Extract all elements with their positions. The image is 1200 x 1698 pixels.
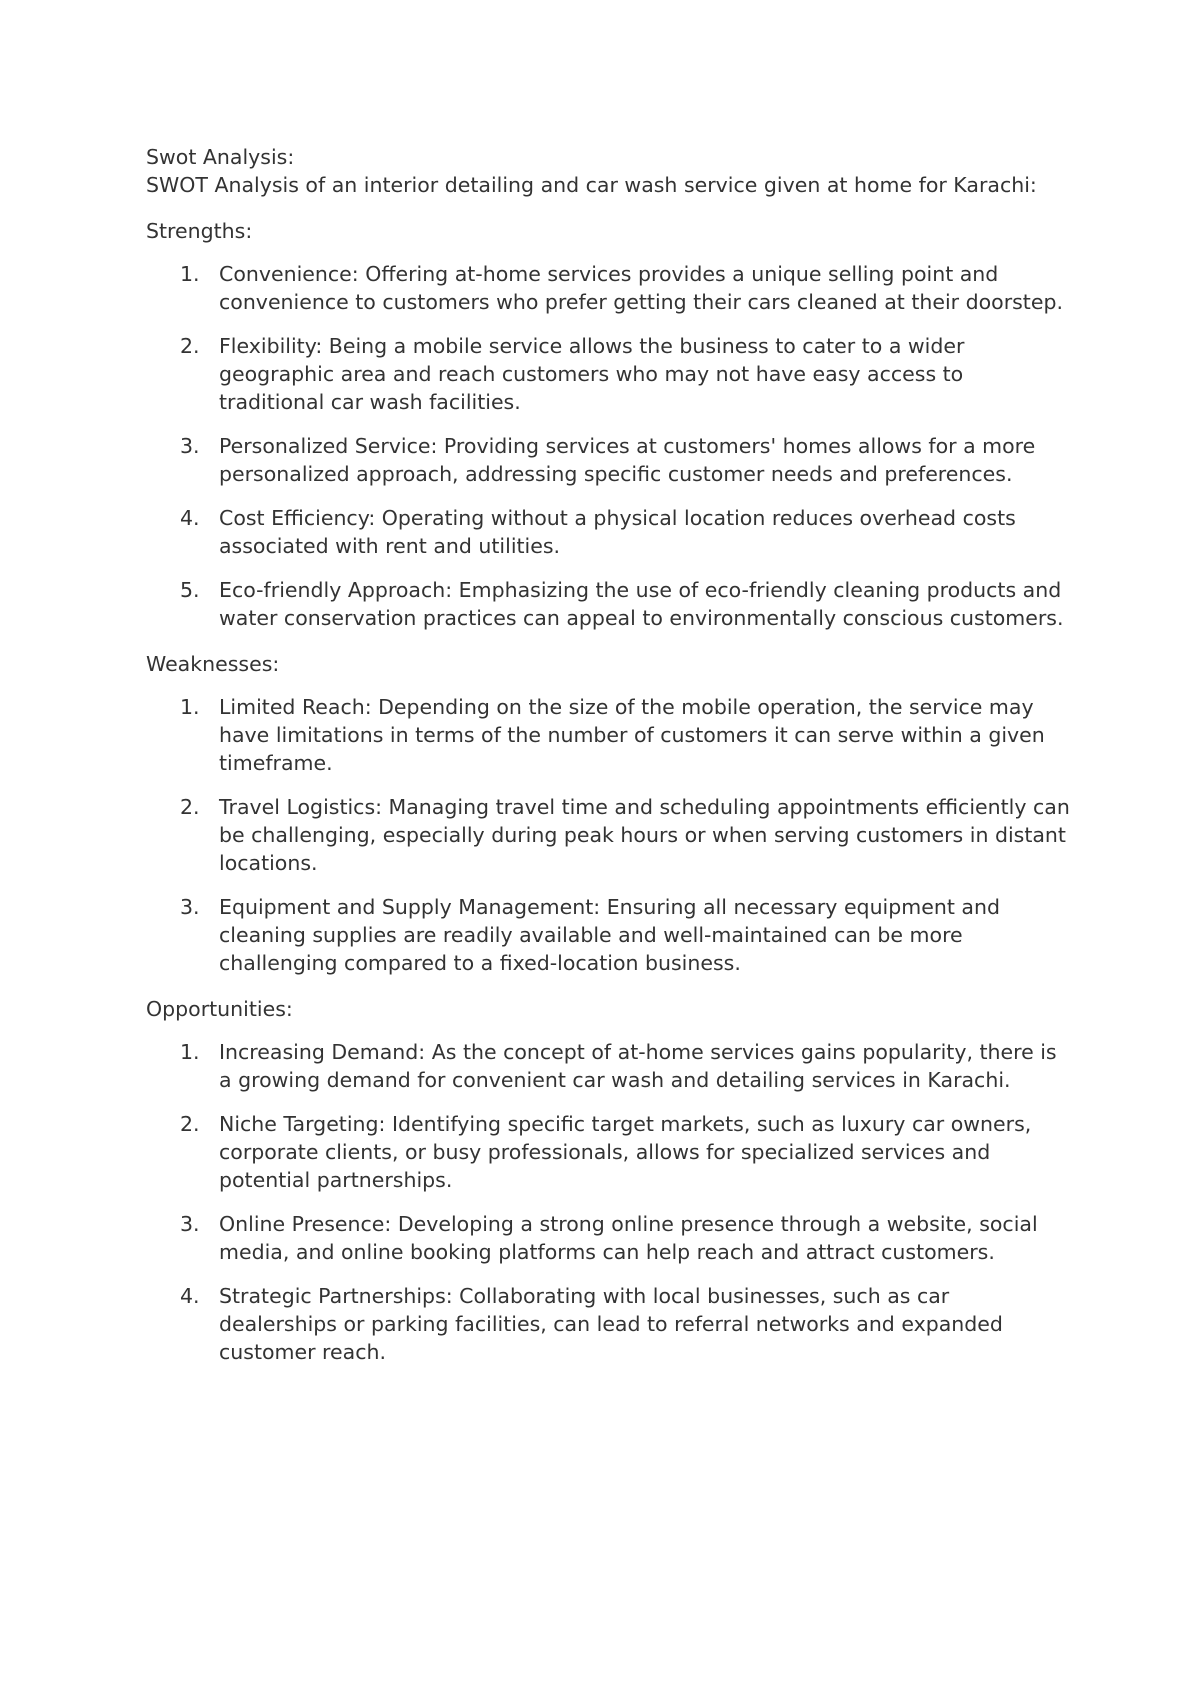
list-item	[146, 893, 1071, 977]
list-number: 3.	[180, 895, 200, 919]
list-item-text: Increasing Demand: As the concept of at-home services gains popularity, there is a growing demand for convenient car wash and detailing services in Karachi.	[219, 1040, 1057, 1092]
list-number: 1.	[180, 695, 200, 719]
list-number: 4.	[180, 1284, 200, 1308]
document-subtitle: SWOT Analysis of an interior detailing and car wash service given at home for Karachi:	[146, 173, 1037, 197]
list-item	[146, 1110, 1071, 1194]
list-item-text: Niche Targeting: Identifying specific target markets, such as luxury car owners, corporate clients, or busy professionals, allows for specialized services and potential partnerships.	[219, 1112, 1032, 1192]
list-item	[146, 1210, 1071, 1266]
section-heading: Opportunities:	[146, 997, 293, 1021]
list-item-text: Cost Efficiency: Operating without a physical location reduces overhead costs associated with rent and utilities.	[219, 506, 1016, 558]
list-item	[146, 332, 1071, 416]
list-number: 5.	[180, 578, 200, 602]
list-item	[146, 504, 1071, 560]
list-number: 2.	[180, 795, 200, 819]
document-page	[146, 143, 1071, 1366]
list-item	[146, 693, 1071, 777]
section-heading: Strengths:	[146, 219, 253, 243]
list-item	[146, 1282, 1071, 1366]
list-number: 3.	[180, 434, 200, 458]
section-heading: Weaknesses:	[146, 652, 280, 676]
list-number: 3.	[180, 1212, 200, 1236]
list-item	[146, 260, 1071, 316]
list-item-text: Convenience: Offering at-home services provides a unique selling point and convenience to customers who prefer getting their cars cleaned at their doorstep.	[219, 262, 1063, 314]
section-opportunities	[146, 995, 1071, 1366]
opportunities-list	[146, 1038, 1071, 1366]
list-item	[146, 576, 1071, 632]
list-item	[146, 793, 1071, 877]
weaknesses-list	[146, 693, 1071, 977]
list-item-text: Flexibility: Being a mobile service allows the business to cater to a wider geographic area and reach customers who may not have easy access to traditional car wash facilities.	[219, 334, 965, 414]
list-item-text: Travel Logistics: Managing travel time and scheduling appointments efficiently can be challenging, especially during peak hours or when serving customers in distant locations.	[219, 795, 1070, 875]
list-item	[146, 432, 1071, 488]
strengths-list	[146, 260, 1071, 632]
list-number: 1.	[180, 1040, 200, 1064]
list-item-text: Personalized Service: Providing services at customers' homes allows for a more personalized approach, addressing specific customer needs and preferences.	[219, 434, 1036, 486]
list-number: 2.	[180, 334, 200, 358]
section-weaknesses	[146, 650, 1071, 977]
list-item-text: Eco-friendly Approach: Emphasizing the use of eco-friendly cleaning products and water conservation practices can appeal to environmentally conscious customers.	[219, 578, 1064, 630]
list-item-text: Equipment and Supply Management: Ensuring all necessary equipment and cleaning supplies are readily available and well-maintained can be more challenging compared to a fixed-location business.	[219, 895, 1000, 975]
list-item-text: Strategic Partnerships: Collaborating with local businesses, such as car dealerships or parking facilities, can lead to referral networks and expanded customer reach.	[219, 1284, 1003, 1364]
list-item-text: Limited Reach: Depending on the size of the mobile operation, the service may have limitations in terms of the number of customers it can serve within a given timeframe.	[219, 695, 1045, 775]
list-item-text: Online Presence: Developing a strong online presence through a website, social media, and online booking platforms can help reach and attract customers.	[219, 1212, 1038, 1264]
list-item	[146, 1038, 1071, 1094]
list-number: 4.	[180, 506, 200, 530]
section-strengths	[146, 217, 1071, 632]
list-number: 1.	[180, 262, 200, 286]
document-title: Swot Analysis:	[146, 145, 295, 169]
list-number: 2.	[180, 1112, 200, 1136]
